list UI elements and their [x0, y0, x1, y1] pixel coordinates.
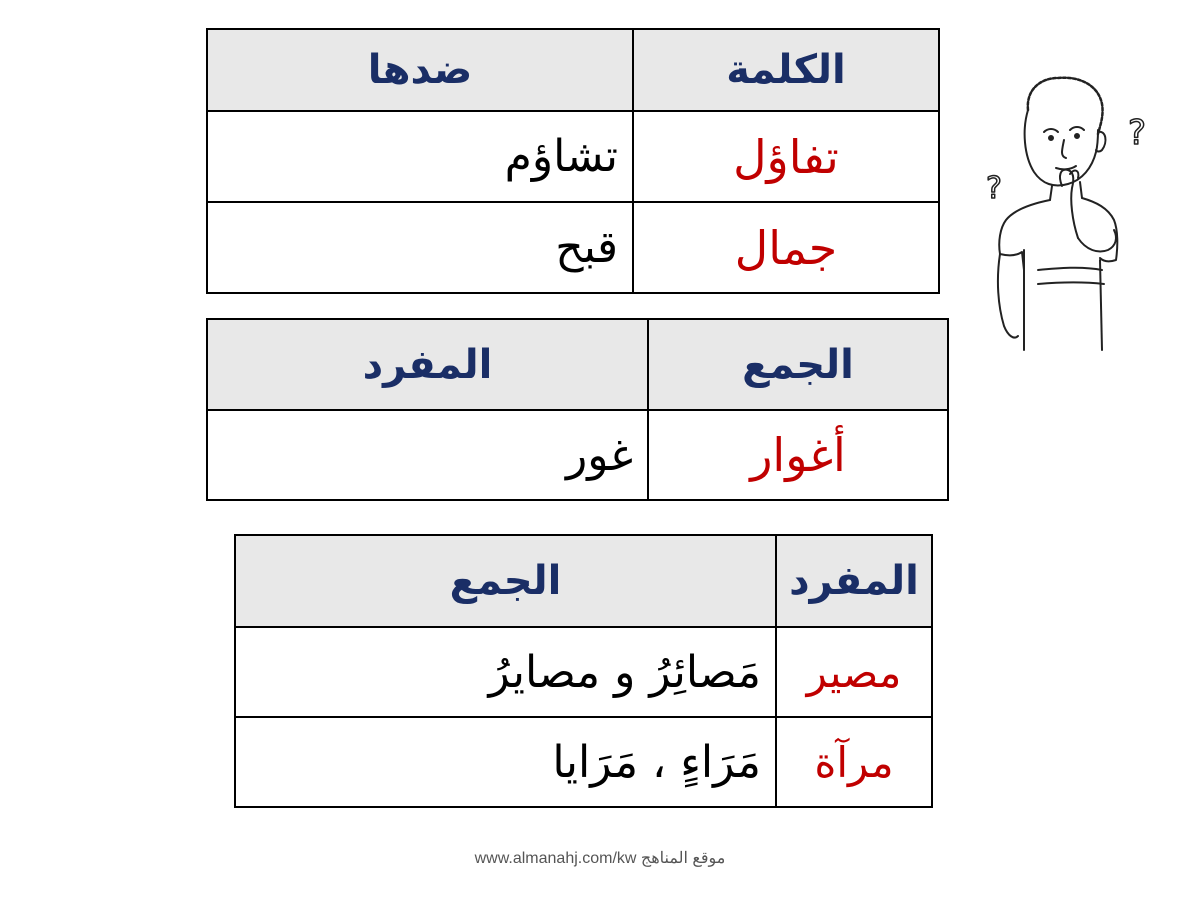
thinking-boy-icon [978, 70, 1158, 360]
table-header-row [207, 29, 939, 111]
column-header-word: الكلمة [633, 29, 939, 111]
column-header-antonym: ضدها [207, 29, 633, 111]
column-header-plural: الجمع [648, 319, 948, 410]
table-row [235, 627, 932, 717]
column-header-singular: المفرد [776, 535, 932, 627]
table-row [207, 202, 939, 293]
question-mark-right: ? [1128, 113, 1147, 153]
singular-to-plural-table [234, 534, 933, 808]
answer-cell: تشاؤم [207, 111, 633, 202]
column-header-plural: الجمع [235, 535, 776, 627]
column-header-singular: المفرد [207, 319, 648, 410]
word-cell: جمال [633, 202, 939, 293]
word-cell: تفاؤل [633, 111, 939, 202]
antonyms-table [206, 28, 940, 294]
word-cell: مصير [776, 627, 932, 717]
table-header-row [207, 319, 948, 410]
table-header-row [235, 535, 932, 627]
word-cell: مرآة [776, 717, 932, 807]
table-row [235, 717, 932, 807]
plural-to-singular-table [206, 318, 949, 501]
footer-watermark: www.almanahj.com/kw موقع المناهج [474, 850, 726, 867]
table-row [207, 410, 948, 500]
answer-cell: مَرَاءٍ ، مَرَايا [235, 717, 776, 807]
answer-cell: غور [207, 410, 648, 500]
table-row [207, 111, 939, 202]
answer-cell: مَصائِرُ و مصايرُ [235, 627, 776, 717]
answer-cell: قبح [207, 202, 633, 293]
question-mark-left: ? [986, 171, 1002, 206]
word-cell: أغوار [648, 410, 948, 500]
